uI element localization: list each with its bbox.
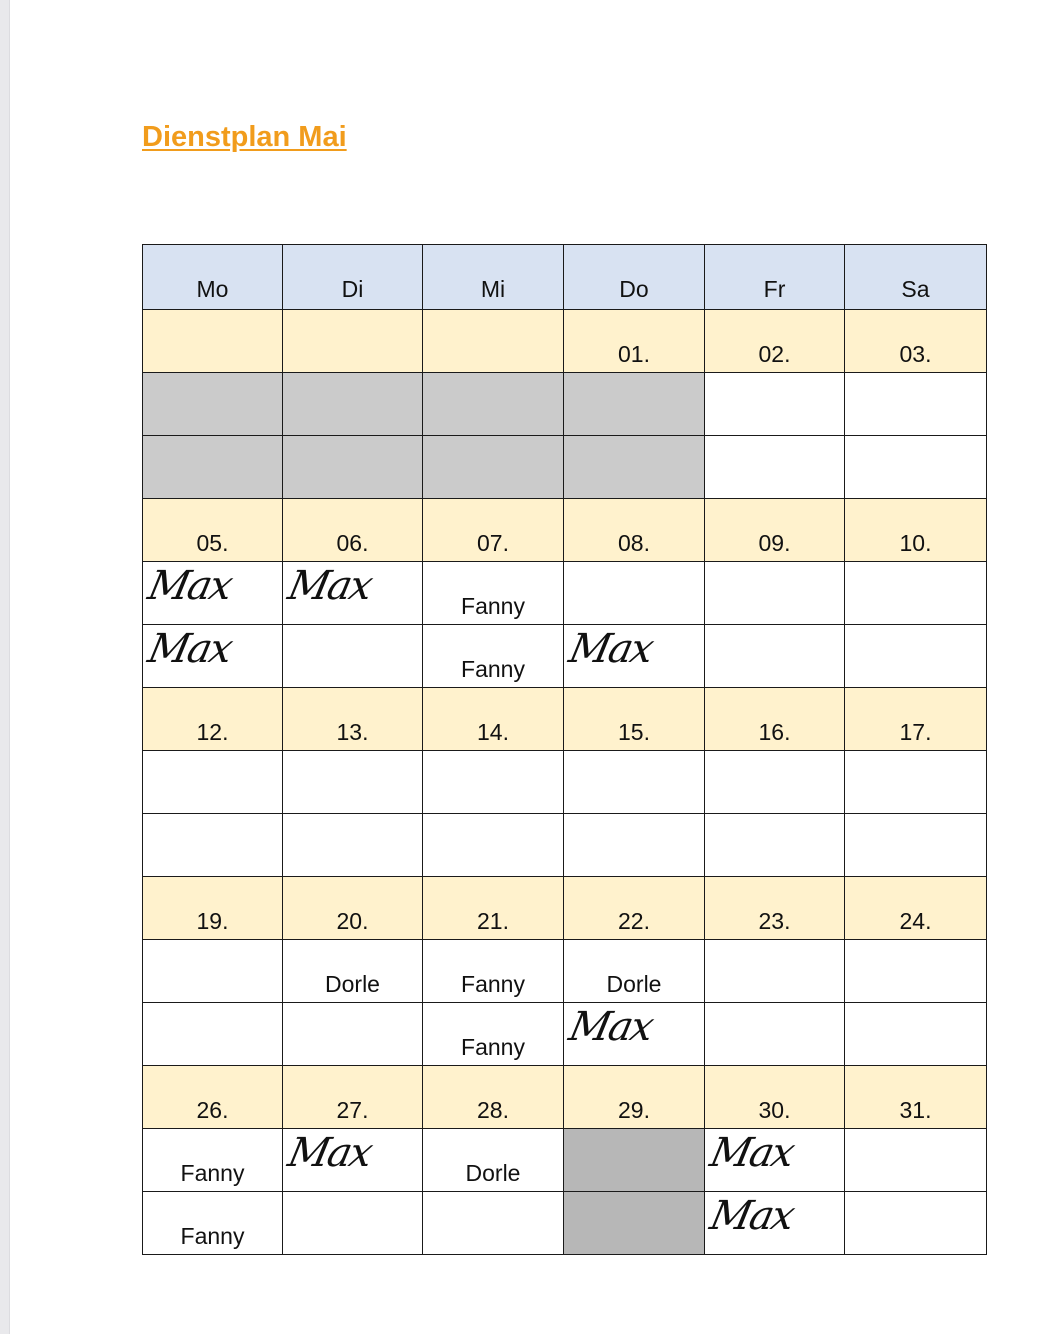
date-cell: 10. xyxy=(845,499,987,562)
shift-cell[interactable] xyxy=(283,1192,423,1255)
shift-cell[interactable] xyxy=(845,814,987,877)
shift-cell[interactable] xyxy=(283,1129,423,1192)
handwritten-signature: Max xyxy=(565,626,657,672)
date-cell: 01. xyxy=(564,310,705,373)
shift-cell[interactable] xyxy=(143,940,283,1003)
date-cell: 09. xyxy=(705,499,845,562)
date-cell: 17. xyxy=(845,688,987,751)
date-cell: 29. xyxy=(564,1066,705,1129)
shift-cell[interactable] xyxy=(564,751,705,814)
blocked-cell xyxy=(423,436,564,499)
weekday-fr: Fr xyxy=(705,245,845,310)
shift-cell[interactable] xyxy=(845,373,987,436)
date-cell: 23. xyxy=(705,877,845,940)
date-cell: 06. xyxy=(283,499,423,562)
shift-cell[interactable] xyxy=(845,1129,987,1192)
date-cell: 16. xyxy=(705,688,845,751)
date-cell: 05. xyxy=(143,499,283,562)
date-cell: 14. xyxy=(423,688,564,751)
shift-cell[interactable] xyxy=(705,1003,845,1066)
date-cell: 15. xyxy=(564,688,705,751)
date-cell: 08. xyxy=(564,499,705,562)
shift-cell[interactable] xyxy=(283,814,423,877)
shift-row xyxy=(143,436,987,499)
shift-cell[interactable] xyxy=(705,814,845,877)
shift-cell[interactable] xyxy=(845,751,987,814)
weekday-sa: Sa xyxy=(845,245,987,310)
shift-cell[interactable] xyxy=(423,1192,564,1255)
date-cell: 31. xyxy=(845,1066,987,1129)
date-cell: 24. xyxy=(845,877,987,940)
shift-cell[interactable] xyxy=(705,751,845,814)
date-cell: 26. xyxy=(143,1066,283,1129)
date-cell: 21. xyxy=(423,877,564,940)
shift-cell[interactable] xyxy=(705,373,845,436)
blocked-cell xyxy=(564,373,705,436)
handwritten-signature: Max xyxy=(706,1130,798,1176)
shift-cell[interactable] xyxy=(143,1003,283,1066)
schedule-table xyxy=(142,244,987,1255)
shift-cell[interactable] xyxy=(423,751,564,814)
shift-cell[interactable]: Fanny xyxy=(423,625,564,688)
shift-cell[interactable] xyxy=(705,1129,845,1192)
shift-cell[interactable]: Dorle xyxy=(423,1129,564,1192)
shift-row xyxy=(143,625,987,688)
shift-row xyxy=(143,562,987,625)
shift-cell[interactable] xyxy=(845,1192,987,1255)
shift-cell[interactable] xyxy=(564,625,705,688)
shift-row xyxy=(143,940,987,1003)
shift-cell[interactable] xyxy=(143,814,283,877)
shift-cell[interactable]: Fanny xyxy=(143,1192,283,1255)
shift-row xyxy=(143,1003,987,1066)
shift-row xyxy=(143,373,987,436)
date-row xyxy=(143,688,987,751)
page-left-edge xyxy=(0,0,10,1334)
shift-cell[interactable]: Dorle xyxy=(283,940,423,1003)
shift-cell[interactable] xyxy=(564,562,705,625)
handwritten-signature: Max xyxy=(284,563,376,609)
shift-cell[interactable] xyxy=(705,625,845,688)
blocked-cell xyxy=(283,436,423,499)
handwritten-signature: Max xyxy=(144,626,236,672)
date-cell xyxy=(423,310,564,373)
shift-row xyxy=(143,1129,987,1192)
handwritten-signature: Max xyxy=(706,1193,798,1239)
shift-cell[interactable]: Fanny xyxy=(143,1129,283,1192)
shift-cell[interactable] xyxy=(143,625,283,688)
blocked-cell xyxy=(283,373,423,436)
shift-cell[interactable] xyxy=(705,436,845,499)
shift-cell[interactable]: Fanny xyxy=(423,562,564,625)
date-cell: 12. xyxy=(143,688,283,751)
shift-cell[interactable] xyxy=(845,562,987,625)
shift-row xyxy=(143,751,987,814)
shift-cell[interactable] xyxy=(423,814,564,877)
blocked-cell xyxy=(564,1129,705,1192)
blocked-cell xyxy=(564,1192,705,1255)
page-title: Dienstplan Mai xyxy=(142,121,347,153)
date-row xyxy=(143,310,987,373)
handwritten-signature: Max xyxy=(284,1130,376,1176)
shift-cell[interactable] xyxy=(705,940,845,1003)
date-row xyxy=(143,877,987,940)
date-cell: 02. xyxy=(705,310,845,373)
shift-cell[interactable] xyxy=(845,1003,987,1066)
weekday-mo: Mo xyxy=(143,245,283,310)
shift-cell[interactable] xyxy=(283,751,423,814)
shift-cell[interactable] xyxy=(845,940,987,1003)
date-cell: 30. xyxy=(705,1066,845,1129)
weekday-header-row xyxy=(143,245,987,310)
shift-cell[interactable] xyxy=(705,562,845,625)
date-cell: 22. xyxy=(564,877,705,940)
date-cell: 27. xyxy=(283,1066,423,1129)
shift-cell[interactable] xyxy=(564,814,705,877)
weekday-di: Di xyxy=(283,245,423,310)
date-cell: 20. xyxy=(283,877,423,940)
date-row xyxy=(143,1066,987,1129)
shift-cell[interactable]: Fanny xyxy=(423,1003,564,1066)
shift-cell[interactable] xyxy=(283,562,423,625)
shift-cell[interactable] xyxy=(564,1003,705,1066)
weekday-do: Do xyxy=(564,245,705,310)
date-cell: 13. xyxy=(283,688,423,751)
blocked-cell xyxy=(423,373,564,436)
shift-cell[interactable] xyxy=(283,1003,423,1066)
date-cell xyxy=(143,310,283,373)
shift-cell[interactable] xyxy=(143,562,283,625)
date-row xyxy=(143,499,987,562)
date-cell: 19. xyxy=(143,877,283,940)
shift-cell[interactable] xyxy=(143,751,283,814)
date-cell: 28. xyxy=(423,1066,564,1129)
shift-row xyxy=(143,1192,987,1255)
shift-row xyxy=(143,814,987,877)
date-cell: 03. xyxy=(845,310,987,373)
shift-cell[interactable] xyxy=(283,625,423,688)
date-cell xyxy=(283,310,423,373)
shift-cell[interactable] xyxy=(705,1192,845,1255)
shift-cell[interactable]: Dorle xyxy=(564,940,705,1003)
blocked-cell xyxy=(564,436,705,499)
handwritten-signature: Max xyxy=(144,563,236,609)
weekday-mi: Mi xyxy=(423,245,564,310)
shift-cell[interactable] xyxy=(845,436,987,499)
shift-cell[interactable]: Fanny xyxy=(423,940,564,1003)
blocked-cell xyxy=(143,436,283,499)
shift-cell[interactable] xyxy=(845,625,987,688)
handwritten-signature: Max xyxy=(565,1004,657,1050)
blocked-cell xyxy=(143,373,283,436)
date-cell: 07. xyxy=(423,499,564,562)
